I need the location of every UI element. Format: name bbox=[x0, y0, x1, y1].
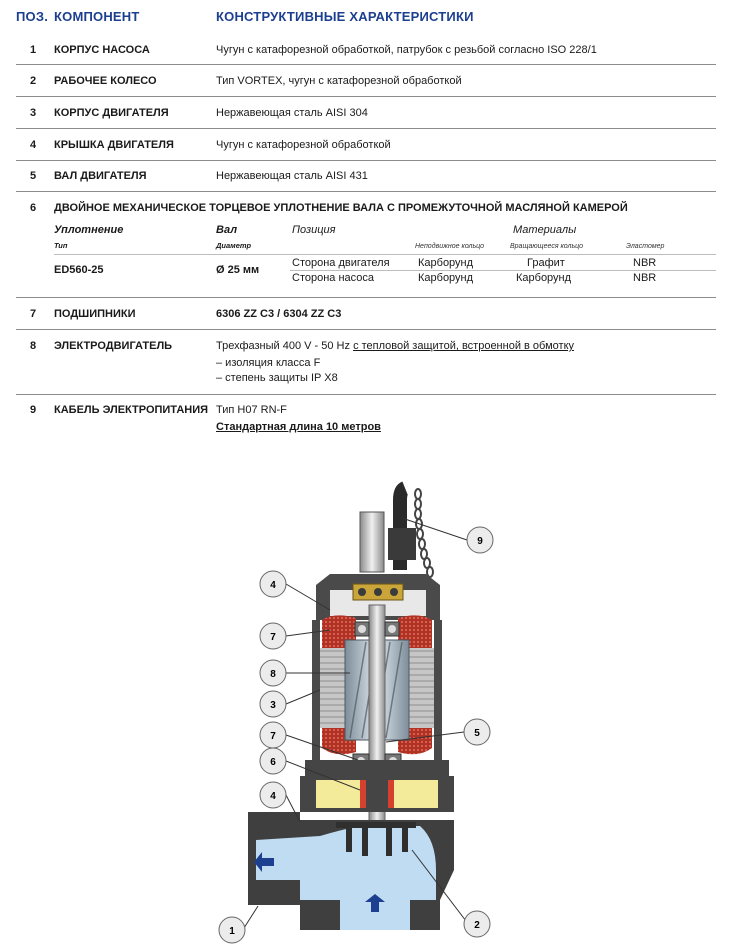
callout-5 bbox=[464, 719, 490, 745]
seal-diameter-value: Ø 25 мм bbox=[216, 264, 260, 276]
callout-6 bbox=[260, 748, 286, 774]
seal-elastomer-motor: NBR bbox=[633, 257, 657, 269]
seal-sub-type: Тип bbox=[54, 241, 68, 250]
row-component: ЭЛЕКТРОДВИГАТЕЛЬ bbox=[54, 340, 173, 352]
seal-sub-rotating: Вращающееся кольцо bbox=[510, 243, 584, 250]
motor-bullet: – изоляция класса F bbox=[216, 357, 321, 369]
row-divider bbox=[16, 64, 716, 65]
row-component: КРЫШКА ДВИГАТЕЛЯ bbox=[54, 139, 174, 151]
row-description: Нержавеющая сталь AISI 431 bbox=[216, 170, 368, 182]
row-divider bbox=[16, 297, 716, 298]
row-component: КОРПУС НАСОСА bbox=[54, 44, 150, 56]
svg-text:7: 7 bbox=[270, 632, 276, 643]
callout-2 bbox=[464, 911, 490, 937]
seal-stationary-pump: Карборунд bbox=[418, 272, 474, 284]
bearing-bracket bbox=[305, 760, 449, 776]
svg-text:1: 1 bbox=[229, 926, 235, 937]
pump-cross-section bbox=[0, 470, 730, 949]
row-number: 2 bbox=[30, 75, 37, 87]
motor-desc-underlined: с тепловой защитой, встроенной в обмотку bbox=[353, 340, 575, 352]
motor-bullet: – степень защиты IP X8 bbox=[216, 372, 338, 384]
row-description bbox=[216, 340, 574, 352]
row-divider bbox=[16, 128, 716, 129]
seal-rotating-pump: Карборунд bbox=[516, 272, 572, 284]
row-divider bbox=[16, 191, 716, 192]
row-number: 5 bbox=[30, 170, 37, 182]
row-description: Тип H07 RN-F bbox=[216, 404, 287, 416]
row-description: 6306 ZZ C3 / 6304 ZZ C3 bbox=[216, 308, 342, 320]
cable-note: Стандартная длина 10 метров bbox=[216, 421, 381, 433]
seal-header-position: Позиция bbox=[292, 224, 336, 236]
power-cable bbox=[388, 488, 416, 570]
row-description: Чугун с катафорезной обработкой, патрубок с резьбой согласно ISO 228/1 bbox=[216, 44, 597, 56]
row-number: 6 bbox=[30, 202, 37, 214]
svg-text:5: 5 bbox=[474, 728, 480, 739]
motor-desc-prefix: Трехфазный 400 V - 50 Hz bbox=[216, 340, 354, 352]
row-divider bbox=[16, 329, 716, 330]
seal-sub-diameter: Диаметр bbox=[216, 241, 252, 250]
row-description: Чугун с катафорезной обработкой bbox=[216, 139, 391, 151]
callout-8 bbox=[260, 660, 286, 686]
seal-type-value: ED560-25 bbox=[54, 264, 104, 276]
seal-divider bbox=[54, 254, 716, 255]
svg-text:8: 8 bbox=[270, 669, 276, 680]
row-number: 8 bbox=[30, 340, 37, 352]
callout-4 bbox=[260, 782, 286, 808]
seal-position-pump: Сторона насоса bbox=[292, 272, 375, 284]
row-description: Нержавеющая сталь AISI 304 bbox=[216, 107, 368, 119]
row-number: 3 bbox=[30, 107, 37, 119]
row-number: 1 bbox=[30, 44, 37, 56]
row-number: 4 bbox=[30, 139, 37, 151]
callout-4 bbox=[260, 571, 286, 597]
svg-text:7: 7 bbox=[270, 731, 276, 742]
seal-position-motor: Сторона двигателя bbox=[292, 257, 390, 269]
svg-text:4: 4 bbox=[270, 580, 276, 591]
svg-text:9: 9 bbox=[477, 536, 483, 547]
motor-housing-right bbox=[434, 620, 442, 760]
seal-stationary-motor: Карборунд bbox=[418, 257, 474, 269]
seal-sub-stationary: Неподвижное кольцо bbox=[415, 243, 485, 250]
seal-header-materials: Материалы bbox=[513, 224, 577, 236]
svg-text:2: 2 bbox=[474, 920, 480, 931]
handle bbox=[360, 512, 384, 572]
row-component: КОРПУС ДВИГАТЕЛЯ bbox=[54, 107, 169, 119]
row-component: РАБОЧЕЕ КОЛЕСО bbox=[54, 75, 157, 87]
row-component: КАБЕЛЬ ЭЛЕКТРОПИТАНИЯ bbox=[54, 404, 209, 416]
callout-7 bbox=[260, 722, 286, 748]
seal-title: ДВОЙНОЕ МЕХАНИЧЕСКОЕ ТОРЦЕВОЕ УПЛОТНЕНИЕ ВАЛА С ПРОМЕЖУТОЧНОЙ МАСЛЯНОЙ КАМЕРОЙ bbox=[54, 202, 628, 214]
row-divider bbox=[16, 160, 716, 161]
callout-1 bbox=[219, 917, 245, 943]
header-component: КОМПОНЕНТ bbox=[54, 9, 140, 24]
row-component: ПОДШИПНИКИ bbox=[54, 308, 136, 320]
callout-3 bbox=[260, 691, 286, 717]
svg-text:6: 6 bbox=[270, 757, 276, 768]
callout-9 bbox=[467, 527, 493, 553]
row-number: 9 bbox=[30, 404, 37, 416]
seal-elastomer-pump: NBR bbox=[633, 272, 657, 284]
seal-header-shaft: Вал bbox=[216, 224, 238, 236]
header-characteristics: КОНСТРУКТИВНЫЕ ХАРАКТЕРИСТИКИ bbox=[216, 9, 474, 24]
row-divider bbox=[16, 394, 716, 395]
callout-7 bbox=[260, 623, 286, 649]
svg-text:4: 4 bbox=[270, 791, 276, 802]
row-number: 7 bbox=[30, 308, 37, 320]
lifting-chain bbox=[415, 489, 433, 577]
svg-text:3: 3 bbox=[270, 700, 276, 711]
seal-sub-elastomer: Эластомер bbox=[626, 243, 665, 250]
row-divider bbox=[16, 96, 716, 97]
seal-rotating-motor: Графит bbox=[527, 257, 565, 269]
seal-header-seal: Уплотнение bbox=[54, 224, 124, 236]
header-pos: ПОЗ. bbox=[16, 9, 49, 24]
seal-line-divider bbox=[290, 270, 716, 271]
oil-chamber bbox=[300, 776, 454, 812]
row-description: Тип VORTEX, чугун с катафорезной обработкой bbox=[216, 75, 462, 87]
row-component: ВАЛ ДВИГАТЕЛЯ bbox=[54, 170, 147, 182]
